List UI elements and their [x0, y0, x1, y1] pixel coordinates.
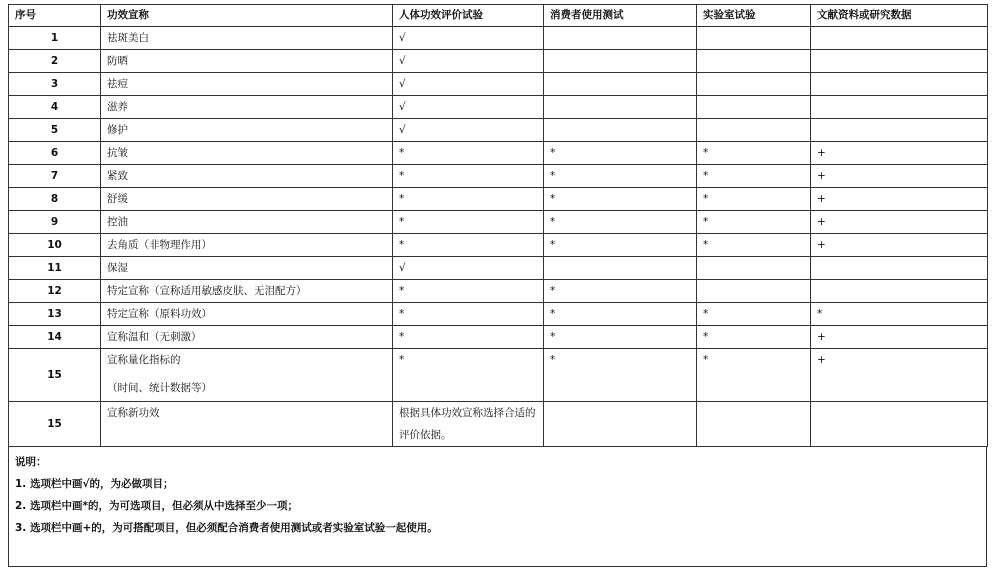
lab-test-mark	[697, 280, 811, 303]
claim-cell	[101, 280, 393, 303]
lab-test-mark: *	[697, 303, 811, 326]
human-test-mark: √	[393, 73, 544, 96]
row-number: 7	[9, 165, 101, 188]
lab-test-mark: *	[697, 349, 811, 402]
claim-text: 特定宣称（原料功效）	[107, 308, 212, 320]
consumer-test-mark	[544, 402, 697, 447]
table-row	[9, 280, 988, 303]
row-number: 15	[9, 402, 101, 447]
human-test-mark: *	[393, 349, 544, 402]
human-test-mark: *	[393, 188, 544, 211]
header-human-test: 人体功效评价试验	[393, 5, 544, 27]
human-test-mark: √	[393, 257, 544, 280]
row-number: 6	[9, 142, 101, 165]
human-test-mark: √	[393, 119, 544, 142]
human-test-mark: *	[393, 326, 544, 349]
table-row	[9, 27, 988, 50]
claim-cell	[101, 211, 393, 234]
claim-text: 紧致	[107, 170, 128, 182]
table-row	[9, 234, 988, 257]
claim-cell	[101, 303, 393, 326]
note-item-2: 2. 选项栏中画*的，为可选项目，但必须从中选择至少一项；	[15, 500, 298, 512]
claim-text: 特定宣称（宣称适用敏感皮肤、无泪配方）	[107, 285, 307, 297]
claim-cell	[101, 257, 393, 280]
human-test-mark: *	[393, 303, 544, 326]
claim-text: （时间、统计数据等）	[107, 382, 212, 394]
claim-text: 宣称新功效	[107, 407, 160, 419]
claim-cell	[101, 188, 393, 211]
consumer-test-mark: *	[544, 349, 697, 402]
claim-text: 防晒	[107, 55, 128, 67]
row-number: 13	[9, 303, 101, 326]
table-row	[9, 188, 988, 211]
table-row	[9, 96, 988, 119]
table-row	[9, 142, 988, 165]
row-number: 12	[9, 280, 101, 303]
claim-text: 祛斑美白	[107, 32, 149, 44]
literature-mark: +	[811, 165, 988, 188]
claim-cell	[101, 96, 393, 119]
literature-mark: +	[811, 326, 988, 349]
row-number: 10	[9, 234, 101, 257]
table-row	[9, 211, 988, 234]
claim-cell	[101, 73, 393, 96]
consumer-test-mark	[544, 73, 697, 96]
header-consumer-test: 消费者使用测试	[544, 5, 697, 27]
literature-mark	[811, 119, 988, 142]
consumer-test-mark: *	[544, 188, 697, 211]
header-literature: 文献资料或研究数据	[811, 5, 988, 27]
claim-text: 控油	[107, 216, 128, 228]
consumer-test-mark	[544, 257, 697, 280]
literature-mark: *	[811, 303, 988, 326]
notes-title: 说明：	[15, 456, 47, 468]
row-number: 9	[9, 211, 101, 234]
claim-text: 滋养	[107, 101, 128, 113]
claim-cell	[101, 50, 393, 73]
lab-test-mark	[697, 96, 811, 119]
claim-cell	[101, 326, 393, 349]
row-number: 1	[9, 27, 101, 50]
lab-test-mark	[697, 50, 811, 73]
lab-test-mark	[697, 402, 811, 447]
consumer-test-mark	[544, 50, 697, 73]
lab-test-mark	[697, 119, 811, 142]
table-row	[9, 349, 988, 402]
claim-text: 保湿	[107, 262, 128, 274]
literature-mark: +	[811, 234, 988, 257]
header-no: 序号	[9, 5, 101, 27]
consumer-test-mark: *	[544, 303, 697, 326]
claim-cell	[101, 349, 393, 402]
consumer-test-mark	[544, 96, 697, 119]
consumer-test-mark: *	[544, 142, 697, 165]
literature-mark: +	[811, 211, 988, 234]
human-test-mark: *	[393, 165, 544, 188]
human-test-mark: *	[393, 142, 544, 165]
table-row	[9, 165, 988, 188]
literature-mark	[811, 402, 988, 447]
lab-test-mark: *	[697, 234, 811, 257]
table-row	[9, 303, 988, 326]
human-test-mark: 根据具体功效宣称选择合适的 评价依据。	[393, 402, 544, 447]
claims-document	[8, 4, 987, 567]
claim-text: 舒缓	[107, 193, 128, 205]
lab-test-mark: *	[697, 142, 811, 165]
claim-cell	[101, 165, 393, 188]
row-number: 11	[9, 257, 101, 280]
row-number: 3	[9, 73, 101, 96]
claim-text: 宣称量化指标的	[107, 354, 181, 366]
table-body	[9, 27, 988, 447]
lab-test-mark: *	[697, 211, 811, 234]
lab-test-mark: *	[697, 165, 811, 188]
table-row	[9, 119, 988, 142]
literature-mark	[811, 27, 988, 50]
claim-text: 抗皱	[107, 147, 128, 159]
row-number: 8	[9, 188, 101, 211]
table-row	[9, 73, 988, 96]
table-header-row	[9, 5, 988, 27]
claim-text: 宣称温和（无刺激）	[107, 331, 202, 343]
literature-mark	[811, 50, 988, 73]
table-row	[9, 257, 988, 280]
human-test-mark: √	[393, 96, 544, 119]
note-item-1: 1. 选项栏中画√的，为必做项目；	[15, 478, 174, 490]
claim-text: 修护	[107, 124, 128, 136]
human-test-mark: *	[393, 234, 544, 257]
literature-mark	[811, 257, 988, 280]
table-row	[9, 50, 988, 73]
consumer-test-mark: *	[544, 211, 697, 234]
lab-test-mark: *	[697, 188, 811, 211]
claims-table	[8, 4, 988, 447]
human-test-mark: √	[393, 50, 544, 73]
table-row	[9, 326, 988, 349]
row-number: 14	[9, 326, 101, 349]
literature-mark: +	[811, 142, 988, 165]
claim-cell	[101, 119, 393, 142]
human-test-mark: *	[393, 280, 544, 303]
consumer-test-mark: *	[544, 280, 697, 303]
literature-mark	[811, 73, 988, 96]
lab-test-mark	[697, 27, 811, 50]
literature-mark: +	[811, 349, 988, 402]
literature-mark	[811, 280, 988, 303]
claim-cell	[101, 27, 393, 50]
table-row	[9, 402, 988, 447]
header-lab-test: 实验室试验	[697, 5, 811, 27]
claim-text: 去角质（非物理作用）	[107, 239, 212, 251]
human-test-mark: *	[393, 211, 544, 234]
claim-cell	[101, 234, 393, 257]
header-claim: 功效宣称	[101, 5, 393, 27]
row-number: 5	[9, 119, 101, 142]
literature-mark: +	[811, 188, 988, 211]
consumer-test-mark	[544, 119, 697, 142]
row-number: 4	[9, 96, 101, 119]
consumer-test-mark: *	[544, 326, 697, 349]
consumer-test-mark: *	[544, 234, 697, 257]
notes-section	[8, 447, 987, 567]
claim-cell	[101, 402, 393, 447]
note-item-3: 3. 选项栏中画+的，为可搭配项目，但必须配合消费者使用测试或者实验室试验一起使用。	[15, 522, 438, 534]
claim-text: 祛痘	[107, 78, 128, 90]
literature-mark	[811, 96, 988, 119]
row-number: 15	[9, 349, 101, 402]
consumer-test-mark	[544, 27, 697, 50]
row-number: 2	[9, 50, 101, 73]
claim-cell	[101, 142, 393, 165]
human-test-mark: √	[393, 27, 544, 50]
lab-test-mark	[697, 257, 811, 280]
lab-test-mark	[697, 73, 811, 96]
lab-test-mark: *	[697, 326, 811, 349]
consumer-test-mark: *	[544, 165, 697, 188]
